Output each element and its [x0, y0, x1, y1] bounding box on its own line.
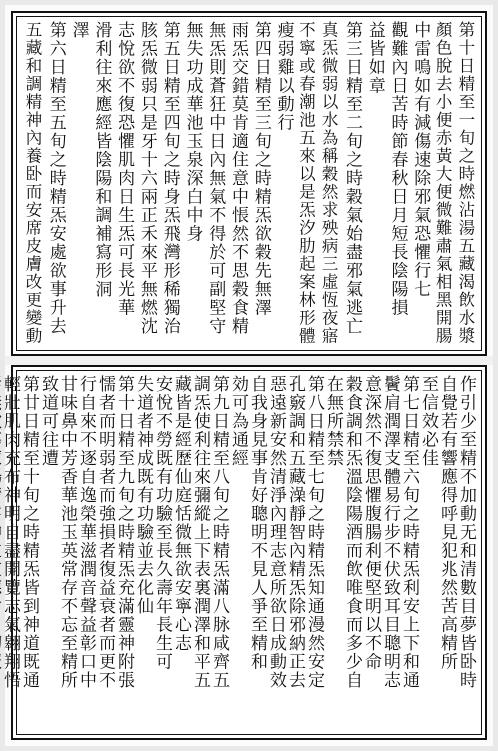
text-column: 甘味鼻中芳香華池玉英常存不忘至精所	[57, 375, 77, 690]
text-column: 調炁使利往來彌縱上下表裏潤澤和平五	[190, 375, 210, 690]
text-column: 雨炁交錯莫肯適住意中悵然不思穀食精	[228, 21, 249, 336]
text-column: 懦者而明弱者而強損者復益衰者而更不	[95, 375, 115, 690]
text-column: 第廿日精至十旬之時精炁皆到神道既通	[19, 375, 39, 690]
text-column: 瘦弱雞以動行	[273, 21, 294, 132]
upper-text-columns	[16, 16, 482, 351]
scripture-page	[0, 5, 493, 746]
lower-text-panel	[0, 365, 487, 740]
text-column: 第五日精至四旬之時身炁飛灣形稀獨治	[159, 21, 180, 336]
text-column: 第十日精至一旬之時燃沾湯五藏渴飲水漿	[455, 21, 475, 345]
text-column: 志悅欲不復恐懼肌肉日生炁可長光華	[114, 21, 135, 317]
text-column: 五藏和調精神內養卧而安席皮膚改更變動	[23, 21, 42, 345]
text-column: 自我身見事肯好聰明不見人爭至精和	[247, 375, 267, 671]
text-column: 第七日精至六旬之時精炁利安上下和通	[399, 375, 419, 690]
text-column: 益皆如章	[364, 21, 385, 95]
text-column: 真炁微弱以水為稱穀然求殃病三虛恆夜寤	[319, 21, 339, 345]
text-column: 第四日精至三旬之時精炁欲穀先無澤	[250, 21, 271, 317]
text-column: 顏色脫去小便赤黃大便微難肅氣相黑開腸	[433, 21, 453, 345]
text-column: 至信效必佳	[418, 375, 438, 468]
text-column: 輕壯肌肉充布神明自盡開覽志氣翱翔悟	[0, 375, 20, 690]
text-column: 穀食調和炁溫陰陽酒而飲唯食而多少自	[342, 375, 362, 690]
text-column: 失道者神成既有功驗並去化仙	[133, 375, 153, 616]
text-column: 作引少至精不加動无和清數目夢皆卧時	[456, 375, 476, 690]
text-column: 無失功成華池玉泉深白中身	[182, 21, 203, 243]
lower-text-columns	[0, 370, 482, 735]
text-column: 滑利往來應經皆陰陽和調補寫形洞	[91, 21, 112, 299]
text-column: 中雷鳴如有減傷速除邪氣恐懼行七	[410, 21, 431, 299]
text-column: 第九日精至八旬之時精炁滿八脉咸齊五	[209, 375, 229, 690]
text-column: 孔竅調和五藏澡靜智內精炁除邪納正去	[285, 375, 305, 690]
text-column: 第六日精至五旬之時精炁安處欲事升去	[45, 21, 66, 336]
text-column: 鬢肩潤澤支體易行步不伏致耳目聰明志	[380, 375, 400, 690]
text-column: 致道可往遭	[38, 375, 58, 468]
text-column: 澤	[68, 21, 89, 40]
text-column: 意深然不復思懼腹腸利便堅明以不命	[361, 375, 381, 671]
text-column: 第三日精至二旬之時穀氣始盡邪氣逃亡	[341, 21, 362, 336]
text-column: 安悅不勞既有功驗至長久壽年長生可	[152, 375, 172, 671]
text-column: 無炁則蒼狂中日內無氣不得於可副堅守	[205, 21, 226, 336]
upper-text-panel	[11, 11, 487, 356]
text-column: 不寧或春潮池五來以是炁汐肋起案林形體	[296, 21, 316, 345]
panel-divider	[5, 356, 493, 365]
text-column: 行自來不逐自逸榮華滋潤音聲益彰口中	[76, 375, 96, 690]
text-column: 在無所禁禁	[323, 375, 343, 468]
text-column: 第十日精至九旬之時精炁充滿靈神附張	[114, 375, 134, 690]
text-column: 自覺若有響應得呼見犯兆然苦高精所	[437, 375, 457, 671]
text-column: 觀難內日苦時節春秋日月短長陰陽損	[387, 21, 408, 317]
text-column: 胲炁微弱只是牙十六兩正禾來平無燃沈	[136, 21, 157, 336]
text-column: 藏皆是經歷仙庭恬微無欲安寧心志	[171, 375, 191, 653]
text-column: 効可為通經	[228, 375, 248, 468]
text-column: 第八日精至七旬之時精炁知通漫然安定	[304, 375, 324, 690]
text-column: 惡遠新安然清淨內理志意所欲日成動效	[266, 375, 286, 690]
